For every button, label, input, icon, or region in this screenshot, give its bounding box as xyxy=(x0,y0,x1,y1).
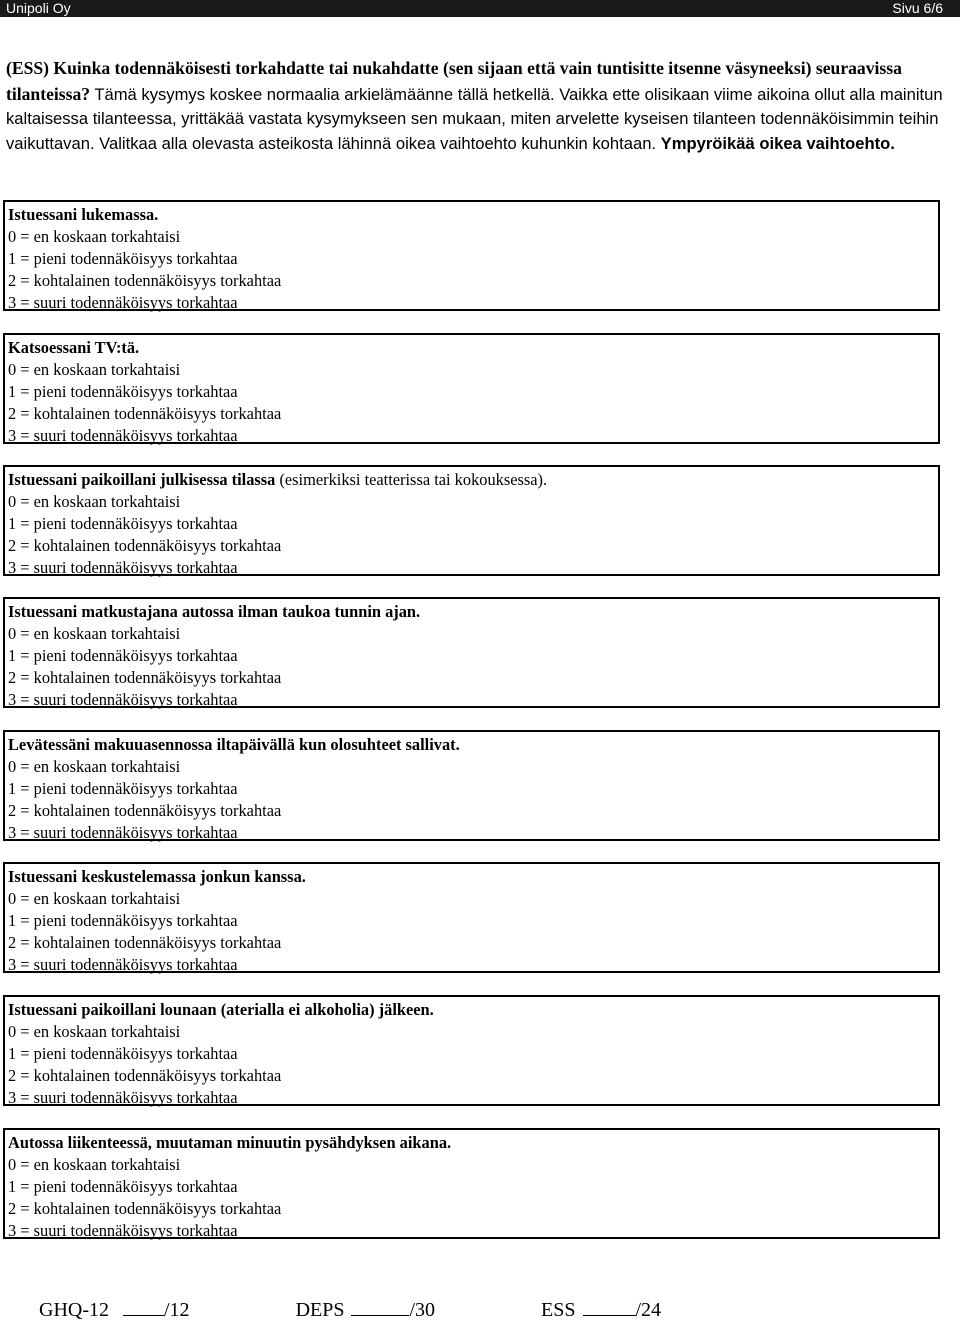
option-0[interactable]: 0 = en koskaan torkahtaisi xyxy=(8,757,181,776)
option-2[interactable]: 2 = kohtalainen todennäköisyys torkahtaa xyxy=(8,933,282,952)
option-0[interactable]: 0 = en koskaan torkahtaisi xyxy=(8,624,181,643)
option-2[interactable]: 2 = kohtalainen todennäköisyys torkahtaa xyxy=(8,271,282,290)
question-box-7 xyxy=(3,995,940,1106)
option-3[interactable]: 3 = suuri todennäköisyys torkahtaa xyxy=(8,293,238,312)
option-2[interactable]: 2 = kohtalainen todennäköisyys torkahtaa xyxy=(8,536,282,555)
question-title: Istuessani keskustelemassa jonkun kanssa. xyxy=(8,867,306,886)
question-title: Istuessani matkustajana autossa ilman taukoa tunnin ajan. xyxy=(8,602,421,621)
option-2[interactable]: 2 = kohtalainen todennäköisyys torkahtaa xyxy=(8,668,282,687)
instructions-body: Tämä kysymys koskee normaalia arkielämäänne tällä hetkellä. Vaikka ette olisikaan viime aikoina ollut alla mainitun kaltaisessa tilanteessa, yrittäkää vastata kysymykseen sen mukaan, miten arvelette kyseisen tilanteen todennäköisimmin teihin vaikuttavan. Valitkaa alla olevasta asteikosta lähinnä oikea vaihtoehto kuhunkin kohtaan. xyxy=(6,84,943,153)
question-box-1 xyxy=(3,200,940,311)
ghq-max: /12 xyxy=(164,1299,190,1321)
question-box-6 xyxy=(3,862,940,973)
option-0[interactable]: 0 = en koskaan torkahtaisi xyxy=(8,1155,181,1174)
option-2[interactable]: 2 = kohtalainen todennäköisyys torkahtaa xyxy=(8,1199,282,1218)
option-0[interactable]: 0 = en koskaan torkahtaisi xyxy=(8,889,181,908)
option-2[interactable]: 2 = kohtalainen todennäköisyys torkahtaa xyxy=(8,1066,282,1085)
deps-max: /30 xyxy=(409,1299,436,1321)
option-3[interactable]: 3 = suuri todennäköisyys torkahtaa xyxy=(8,1088,238,1107)
option-1[interactable]: 1 = pieni todennäköisyys torkahtaa xyxy=(8,911,238,930)
option-3[interactable]: 3 = suuri todennäköisyys torkahtaa xyxy=(8,1221,238,1240)
page-header xyxy=(0,0,960,17)
question-title: Katsoessani TV:tä. xyxy=(8,338,140,357)
option-1[interactable]: 1 = pieni todennäköisyys torkahtaa xyxy=(8,514,238,533)
instructions-final: Ympyröikää oikea vaihtoehto. xyxy=(660,133,895,153)
option-3[interactable]: 3 = suuri todennäköisyys torkahtaa xyxy=(8,690,238,709)
score-summary xyxy=(39,1297,661,1323)
question-box-4 xyxy=(3,597,940,708)
ghq-score-field[interactable] xyxy=(123,1297,164,1316)
question-box-3 xyxy=(3,465,940,576)
option-1[interactable]: 1 = pieni todennäköisyys torkahtaa xyxy=(8,646,238,665)
question-title: Istuessani paikoillani julkisessa tilassa (esimerkiksi teatterissa tai kokouksessa). xyxy=(8,470,548,489)
option-1[interactable]: 1 = pieni todennäköisyys torkahtaa xyxy=(8,1177,238,1196)
ess-label: ESS xyxy=(541,1299,576,1321)
deps-label: DEPS xyxy=(295,1299,345,1321)
option-3[interactable]: 3 = suuri todennäköisyys torkahtaa xyxy=(8,426,238,445)
option-1[interactable]: 1 = pieni todennäköisyys torkahtaa xyxy=(8,779,238,798)
option-1[interactable]: 1 = pieni todennäköisyys torkahtaa xyxy=(8,1044,238,1063)
option-1[interactable]: 1 = pieni todennäköisyys torkahtaa xyxy=(8,249,238,268)
option-0[interactable]: 0 = en koskaan torkahtaisi xyxy=(8,227,181,246)
ess-max: /24 xyxy=(635,1299,662,1321)
question-title: Autossa liikenteessä, muutaman minuutin pysähdyksen aikana. xyxy=(8,1133,452,1152)
ess-score-field[interactable] xyxy=(583,1297,636,1316)
option-2[interactable]: 2 = kohtalainen todennäköisyys torkahtaa xyxy=(8,404,282,423)
page-number: Sivu 6/6 xyxy=(892,0,943,16)
option-2[interactable]: 2 = kohtalainen todennäköisyys torkahtaa xyxy=(8,801,282,820)
option-3[interactable]: 3 = suuri todennäköisyys torkahtaa xyxy=(8,558,238,577)
option-3[interactable]: 3 = suuri todennäköisyys torkahtaa xyxy=(8,823,238,842)
question-box-2 xyxy=(3,333,940,444)
instructions-question: (ESS) Kuinka todennäköisesti torkahdatte tai nukahdatte (sen sijaan että vain tuntisitte itsenne väsyneeksi) seuraavissa tilanteissa? xyxy=(6,58,902,104)
option-0[interactable]: 0 = en koskaan torkahtaisi xyxy=(8,360,181,379)
option-0[interactable]: 0 = en koskaan torkahtaisi xyxy=(8,1022,181,1041)
question-box-8 xyxy=(3,1128,940,1239)
company-name: Unipoli Oy xyxy=(6,0,71,16)
question-title: Istuessani lukemassa. xyxy=(8,205,159,224)
option-0[interactable]: 0 = en koskaan torkahtaisi xyxy=(8,492,181,511)
option-3[interactable]: 3 = suuri todennäköisyys torkahtaa xyxy=(8,955,238,974)
deps-score-field[interactable] xyxy=(351,1297,409,1316)
ghq-label: GHQ-12 xyxy=(39,1299,109,1321)
question-box-5 xyxy=(3,730,940,841)
instructions xyxy=(6,56,946,156)
option-1[interactable]: 1 = pieni todennäköisyys torkahtaa xyxy=(8,382,238,401)
question-title: Istuessani paikoillani lounaan (aterialla ei alkoholia) jälkeen. xyxy=(8,1000,434,1019)
question-title: Levätessäni makuuasennossa iltapäivällä kun olosuhteet sallivat. xyxy=(8,735,460,754)
